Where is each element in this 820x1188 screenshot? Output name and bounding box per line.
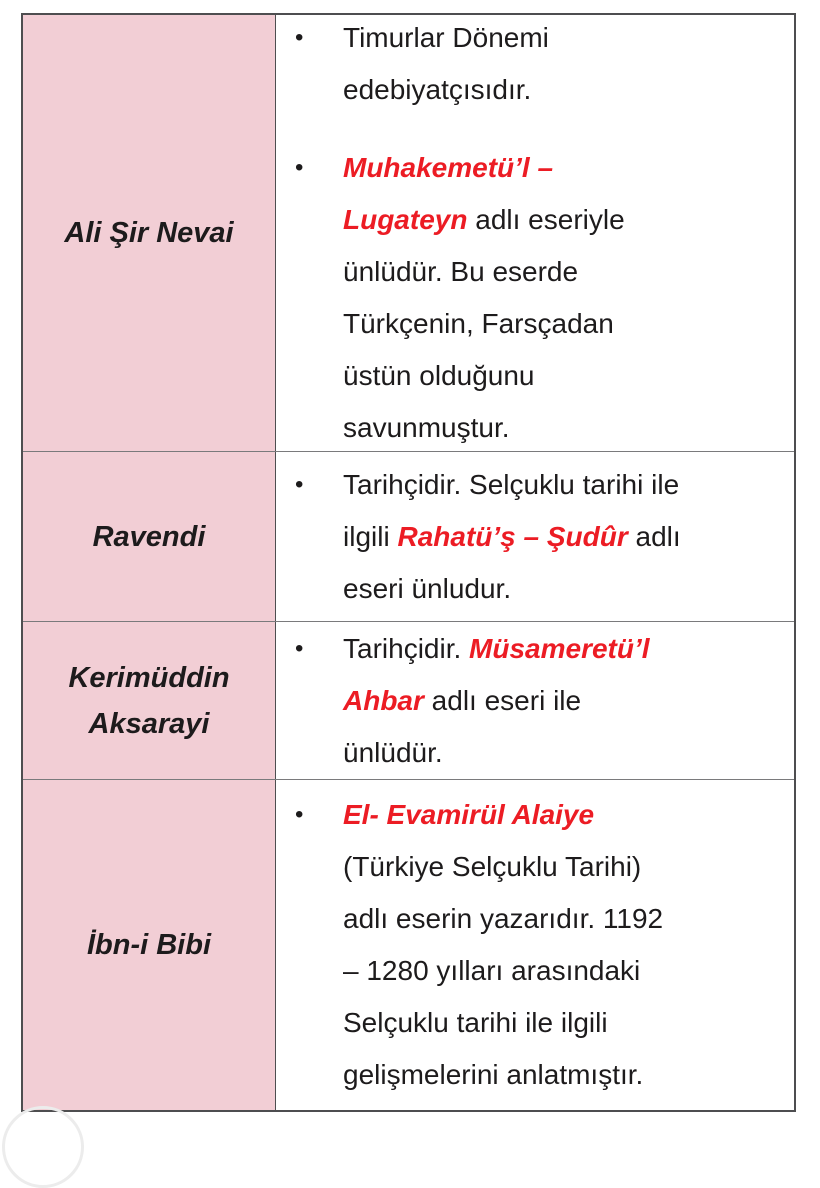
description-cell [276, 622, 794, 779]
author-name-cell [23, 622, 276, 779]
bullet-text [343, 142, 784, 454]
author-name-cell [23, 452, 276, 621]
table-row [23, 15, 794, 451]
book-title-highlight: Müsameretü’l [469, 632, 650, 664]
table-row [23, 621, 794, 779]
text-segment: gelişmelerini anlatmıştır. [343, 1059, 644, 1090]
bullet-text [343, 12, 784, 116]
bullet-marker-icon: • [295, 801, 304, 828]
table-row [23, 779, 794, 1110]
text-segment: adlı [627, 520, 681, 552]
text-line [343, 402, 784, 454]
text-segment: eseri ünludur. [343, 572, 512, 604]
book-title-highlight: Muhakemetü’l – [343, 152, 554, 183]
description-cell [276, 780, 794, 1110]
author-name-cell [23, 780, 276, 1110]
text-segment: Tarihçidir. Selçuklu tarihi ile [343, 468, 680, 500]
author-name: İbn-i Bibi [86, 929, 212, 961]
text-line [343, 563, 784, 615]
bullet-text [343, 459, 784, 615]
text-line [343, 246, 784, 298]
text-line [343, 298, 784, 350]
bullet-item [295, 789, 784, 1101]
book-title-highlight: Lugateyn [343, 204, 468, 235]
bullet-text [343, 789, 784, 1101]
text-segment: ünlüdür. [343, 736, 443, 768]
bullet-marker-icon: • [295, 634, 304, 662]
authors-table [21, 13, 796, 1112]
description-cell [276, 15, 794, 451]
text-line [343, 142, 784, 194]
text-segment: ünlüdür. Bu eserde [343, 256, 579, 287]
text-line [343, 727, 784, 779]
text-segment: Türkçenin, Farsçadan [343, 308, 614, 339]
text-segment: adlı eserin yazarıdır. 1192 [343, 903, 664, 934]
text-segment: ilgili [343, 520, 398, 552]
text-line [343, 893, 784, 945]
author-name: Ali Şir Nevai [64, 217, 234, 249]
book-title-highlight: Ahbar [343, 684, 424, 716]
text-segment: Timurlar Dönemi [343, 22, 549, 53]
text-line [343, 64, 784, 116]
text-segment: savunmuştur. [343, 412, 510, 443]
bullet-item [295, 459, 784, 615]
text-segment: Tarihçidir. [343, 632, 470, 664]
text-segment: adlı eseriyle [467, 204, 625, 235]
text-line [343, 623, 784, 675]
text-line [343, 459, 784, 511]
text-segment: – 1280 yılları arasındaki [343, 955, 641, 986]
text-segment: Selçuklu tarihi ile ilgili [343, 1007, 608, 1038]
text-segment: edebiyatçısıdır. [343, 74, 532, 105]
author-name: Kerimüddin Aksarayi [68, 661, 230, 740]
author-name: Ravendi [92, 520, 206, 553]
bullet-item [295, 623, 784, 779]
text-line [343, 789, 784, 841]
text-line [343, 12, 784, 64]
bullet-item [295, 142, 784, 454]
text-line [343, 1049, 784, 1101]
watermark-circle-icon [2, 1106, 84, 1188]
text-line [343, 350, 784, 402]
text-line [343, 945, 784, 997]
text-line [343, 841, 784, 893]
table-row [23, 451, 794, 621]
text-line [343, 997, 784, 1049]
text-segment: adlı eseri ile [423, 684, 582, 716]
bullet-text [343, 623, 784, 779]
description-cell [276, 452, 794, 621]
text-line [343, 194, 784, 246]
bullet-marker-icon: • [295, 154, 304, 181]
text-line [343, 511, 784, 563]
book-title-highlight: Rahatü’ş – Şudûr [397, 520, 628, 552]
text-line [343, 675, 784, 727]
bullet-item [295, 12, 784, 116]
bullet-marker-icon: • [295, 24, 304, 51]
bullet-marker-icon: • [295, 470, 304, 498]
book-title-highlight: El- Evamirül Alaiye [343, 799, 595, 830]
text-segment: üstün olduğunu [343, 360, 535, 391]
author-name-cell [23, 15, 276, 451]
text-segment: (Türkiye Selçuklu Tarihi) [343, 851, 642, 882]
